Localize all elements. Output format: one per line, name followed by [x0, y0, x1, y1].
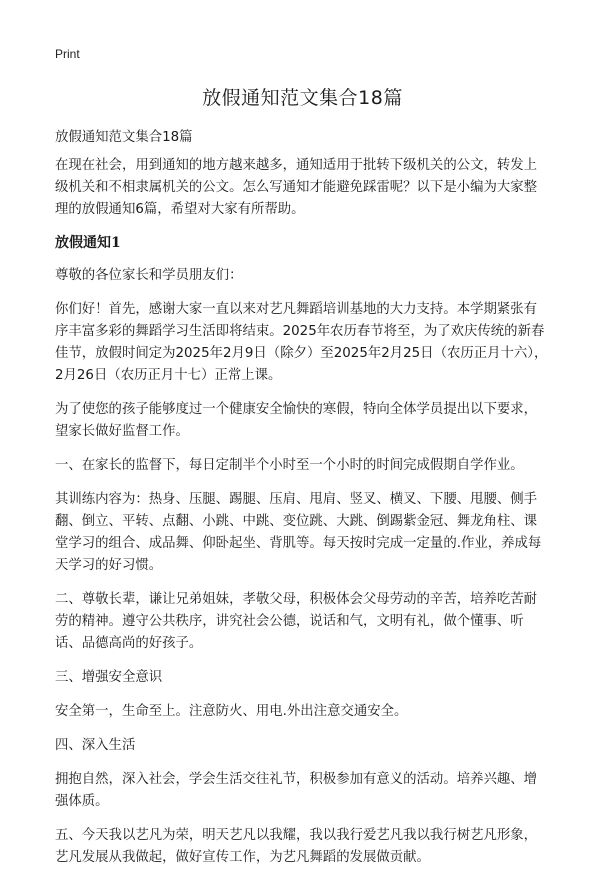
item-five: 五、今天我以艺凡为荣，明天艺凡以我耀，我以我行爱艺凡我以我行树艺凡形象，艺凡发展从我做起，做好宣传工作，为艺凡舞蹈的发展做贡献。 — [55, 828, 538, 865]
body-paragraph-greeting: 你们好！首先，感谢大家一直以来对艺凡舞蹈培训基地的大力支持。本学期紧张有序丰富多彩的舞蹈学习生活即将结束。2025年农历春节将至，为了欢庆传统的新春佳节，放假时间定为2025年2月9日（除夕）至2025年2月25日（农历正月十六），2月26日（农历正月十七）正常上课。 — [55, 302, 548, 383]
section-heading: 放假通知1 — [55, 235, 121, 251]
document-title: 放假通知范文集合18篇 — [202, 87, 403, 109]
safety-paragraph: 安全第一，生命至上。注意防火、用电.外出注意交通安全。 — [55, 704, 408, 719]
item-four-heading: 四、深入生活 — [55, 738, 136, 753]
item-one: 一、在家长的监督下，每日定制半个小时至一个小时的时间完成假期自学作业。 — [55, 458, 524, 473]
item-three-heading: 三、增强安全意识 — [55, 670, 163, 685]
document-subtitle: 放假通知范文集合18篇 — [55, 130, 193, 145]
intro-paragraph: 在现在社会，用到通知的地方越来越多，通知适用于批转下级机关的公文，转发上级机关和不相隶属机关的公文。怎么写通知才能避免踩雷呢？以下是小编为大家整理的放假通知6篇，希望对大家有所帮助。 — [55, 158, 538, 217]
item-two: 二、尊敬长辈，谦让兄弟姐妹，孝敬父母，积极体会父母劳动的辛苦，培养吃苦耐劳的精神。遵守公共秩序，讲究社会公德，说话和气，文明有礼，做个懂事、听话、品德高尚的好孩子。 — [55, 592, 538, 651]
life-paragraph: 拥抱自然，深入社会，学会生活交往礼节，积极参加有意义的活动。培养兴趣、增强体质。 — [55, 772, 538, 809]
training-content: 其训练内容为：热身、压腿、踢腿、压肩、甩肩、竖叉、横叉、下腰、甩腰、侧手翻、倒立、平转、点翻、小跳、中跳、变位跳、大跳、倒踢紫金冠、舞龙角柱、课堂学习的组合、成品舞、仰卧起坐、背肌等。每天按时完成一定量的.作业，养成每天学习的好习惯。 — [55, 492, 542, 573]
salutation: 尊敬的各位家长和学员朋友们： — [55, 268, 243, 283]
print-link[interactable]: Print — [55, 47, 80, 61]
body-paragraph-requirements: 为了使您的孩子能够度过一个健康安全愉快的寒假，特向全体学员提出以下要求，望家长做好监督工作。 — [55, 402, 538, 439]
